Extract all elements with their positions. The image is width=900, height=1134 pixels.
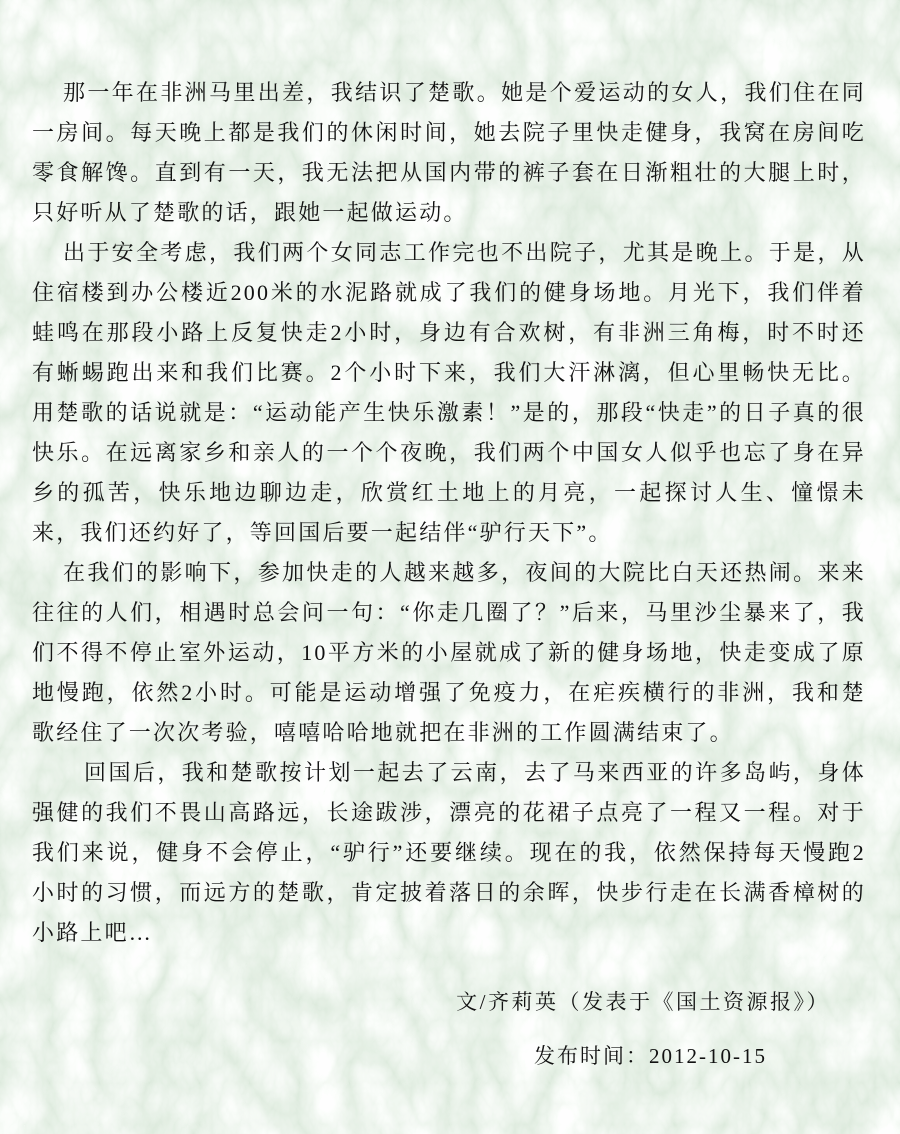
paragraph-2: 出于安全考虑，我们两个女同志工作完也不出院子，尤其是晚上。于是，从住宿楼到办公楼近200米的水泥路就成了我们的健身场地。月光下，我们伴着蛙鸣在那段小路上反复快走2小时，身边有合欢树，有非洲三角梅，时不时还有蜥蜴跑出来和我们比赛。2个小时下来，我们大汗淋漓，但心里畅快无比。用楚歌的话说就是：“运动能产生快乐激素！”是的，那段“快走”的日子真的很快乐。在远离家乡和亲人的一个个夜晚，我们两个中国女人似乎也忘了身在异乡的孤苦，快乐地边聊边走，欣赏红土地上的月亮，一起探讨人生、憧憬未来，我们还约好了，等回国后要一起结伴“驴行天下”。	[32, 240, 866, 545]
byline: 文/齐莉英（发表于《国土资源报》）	[456, 990, 830, 1014]
paragraph-3: 在我们的影响下，参加快走的人越来越多，夜间的大院比白天还热闹。来来往往的人们，相遇时总会问一句：“你走几圈了？”后来，马里沙尘暴来了，我们不得不停止室外运动，10平方米的小屋就成了新的健身场地，快走变成了原地慢跑，依然2小时。可能是运动增强了免疫力，在疟疾横行的非洲，我和楚歌经住了一次次考验，嘻嘻哈哈地就把在非洲的工作圆满结束了。	[32, 560, 866, 745]
paragraph-1: 那一年在非洲马里出差，我结识了楚歌。她是个爱运动的女人，我们住在同一房间。每天晚上都是我们的休闲时间，她去院子里快走健身，我窝在房间吃零食解馋。直到有一天，我无法把从国内带的裤子套在日渐粗壮的大腿上时，只好听从了楚歌的话，跟她一起做运动。	[32, 80, 866, 225]
publish-date: 发布时间：2012-10-15	[534, 1044, 767, 1068]
paragraph-4: 回国后，我和楚歌按计划一起去了云南，去了马来西亚的许多岛屿，身体强健的我们不畏山高路远，长途跋涉，漂亮的花裙子点亮了一程又一程。对于我们来说，健身不会停止，“驴行”还要继续。现在的我，依然保持每天慢跑2小时的习惯，而远方的楚歌，肯定披着落日的余晖，快步行走在长满香樟树的小路上吧…	[32, 760, 866, 945]
